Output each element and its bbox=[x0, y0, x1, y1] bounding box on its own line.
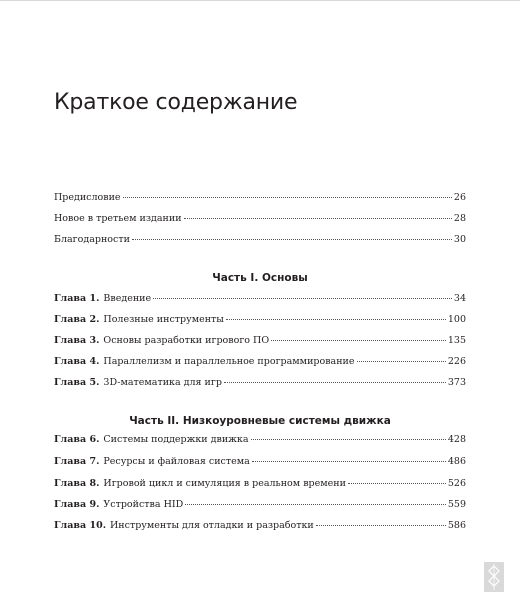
toc-chapter-10 bbox=[54, 518, 466, 534]
dot-leader bbox=[348, 483, 446, 484]
toc-page-number: 486 bbox=[447, 456, 466, 467]
chapter-title: Основы разработки игрового ПО bbox=[103, 335, 270, 346]
dot-leader bbox=[316, 525, 446, 526]
chapter-number: Глава 10. bbox=[54, 520, 107, 531]
corner-ornament bbox=[484, 562, 504, 592]
toc-chapter-3 bbox=[54, 333, 466, 349]
chapter-title: Ресурсы и файловая система bbox=[103, 456, 250, 467]
part-heading-1: Часть I. Основы bbox=[212, 272, 308, 284]
chapter-title: 3D-математика для игр bbox=[103, 377, 222, 388]
toc-chapter-2 bbox=[54, 312, 466, 328]
chapter-number: Глава 6. bbox=[54, 434, 100, 445]
chapter-number: Глава 2. bbox=[54, 314, 100, 325]
dot-leader bbox=[185, 504, 446, 505]
toc-chapter-6 bbox=[54, 432, 466, 448]
chapter-number: Глава 9. bbox=[54, 499, 100, 510]
toc-page-number: 586 bbox=[447, 520, 466, 531]
toc-chapter-7 bbox=[54, 454, 466, 470]
chapter-number: Глава 5. bbox=[54, 377, 100, 388]
toc-chapter-1 bbox=[54, 291, 466, 307]
toc-entry-label: Новое в третьем издании bbox=[54, 213, 182, 224]
toc-page-number: 28 bbox=[453, 213, 466, 224]
dot-leader bbox=[226, 319, 446, 320]
chapter-title: Устройства HID bbox=[103, 499, 184, 510]
chapter-title: Полезные инструменты bbox=[103, 314, 224, 325]
toc-page-number: 526 bbox=[447, 478, 466, 489]
toc-page-number: 30 bbox=[453, 234, 466, 245]
ornament-icon bbox=[484, 562, 504, 592]
dot-leader bbox=[224, 382, 446, 383]
toc-page-number: 559 bbox=[447, 499, 466, 510]
dot-leader bbox=[357, 361, 446, 362]
chapter-number: Глава 1. bbox=[54, 293, 100, 304]
toc-chapter-9 bbox=[54, 497, 466, 513]
toc-page-number: 135 bbox=[447, 335, 466, 346]
dot-leader bbox=[132, 239, 452, 240]
chapter-number: Глава 7. bbox=[54, 456, 100, 467]
toc-chapter-5 bbox=[54, 375, 466, 391]
toc-entry-new-edition bbox=[54, 211, 466, 227]
toc-page-number: 428 bbox=[447, 434, 466, 445]
part-heading-2: Часть II. Низкоуровневые системы движка bbox=[129, 415, 391, 427]
chapter-number: Глава 8. bbox=[54, 478, 100, 489]
toc-page-number: 100 bbox=[447, 314, 466, 325]
page-title: Краткое содержание bbox=[54, 90, 298, 115]
chapter-number: Глава 3. bbox=[54, 335, 100, 346]
dot-leader bbox=[123, 197, 452, 198]
chapter-number: Глава 4. bbox=[54, 356, 100, 367]
toc-chapter-4 bbox=[54, 354, 466, 370]
dot-leader bbox=[184, 218, 452, 219]
chapter-title: Параллелизм и параллельное программирование bbox=[103, 356, 355, 367]
toc-page-number: 34 bbox=[453, 293, 466, 304]
toc-entry-label: Благодарности bbox=[54, 234, 130, 245]
chapter-title: Системы поддержки движка bbox=[103, 434, 249, 445]
chapter-title: Введение bbox=[103, 293, 152, 304]
dot-leader bbox=[153, 298, 452, 299]
toc-chapter-8 bbox=[54, 476, 466, 492]
toc-entry-label: Предисловие bbox=[54, 192, 121, 203]
toc-page-number: 26 bbox=[453, 192, 466, 203]
toc-page-number: 226 bbox=[447, 356, 466, 367]
dot-leader bbox=[251, 439, 446, 440]
dot-leader bbox=[252, 461, 446, 462]
toc-entry-acknowledgements bbox=[54, 232, 466, 248]
toc-entry-preface bbox=[54, 190, 466, 206]
dot-leader bbox=[271, 340, 446, 341]
toc-page-number: 373 bbox=[447, 377, 466, 388]
chapter-title: Инструменты для отладки и разработки bbox=[110, 520, 314, 531]
page-top-edge bbox=[0, 0, 520, 1]
chapter-title: Игровой цикл и симуляция в реальном времени bbox=[103, 478, 346, 489]
